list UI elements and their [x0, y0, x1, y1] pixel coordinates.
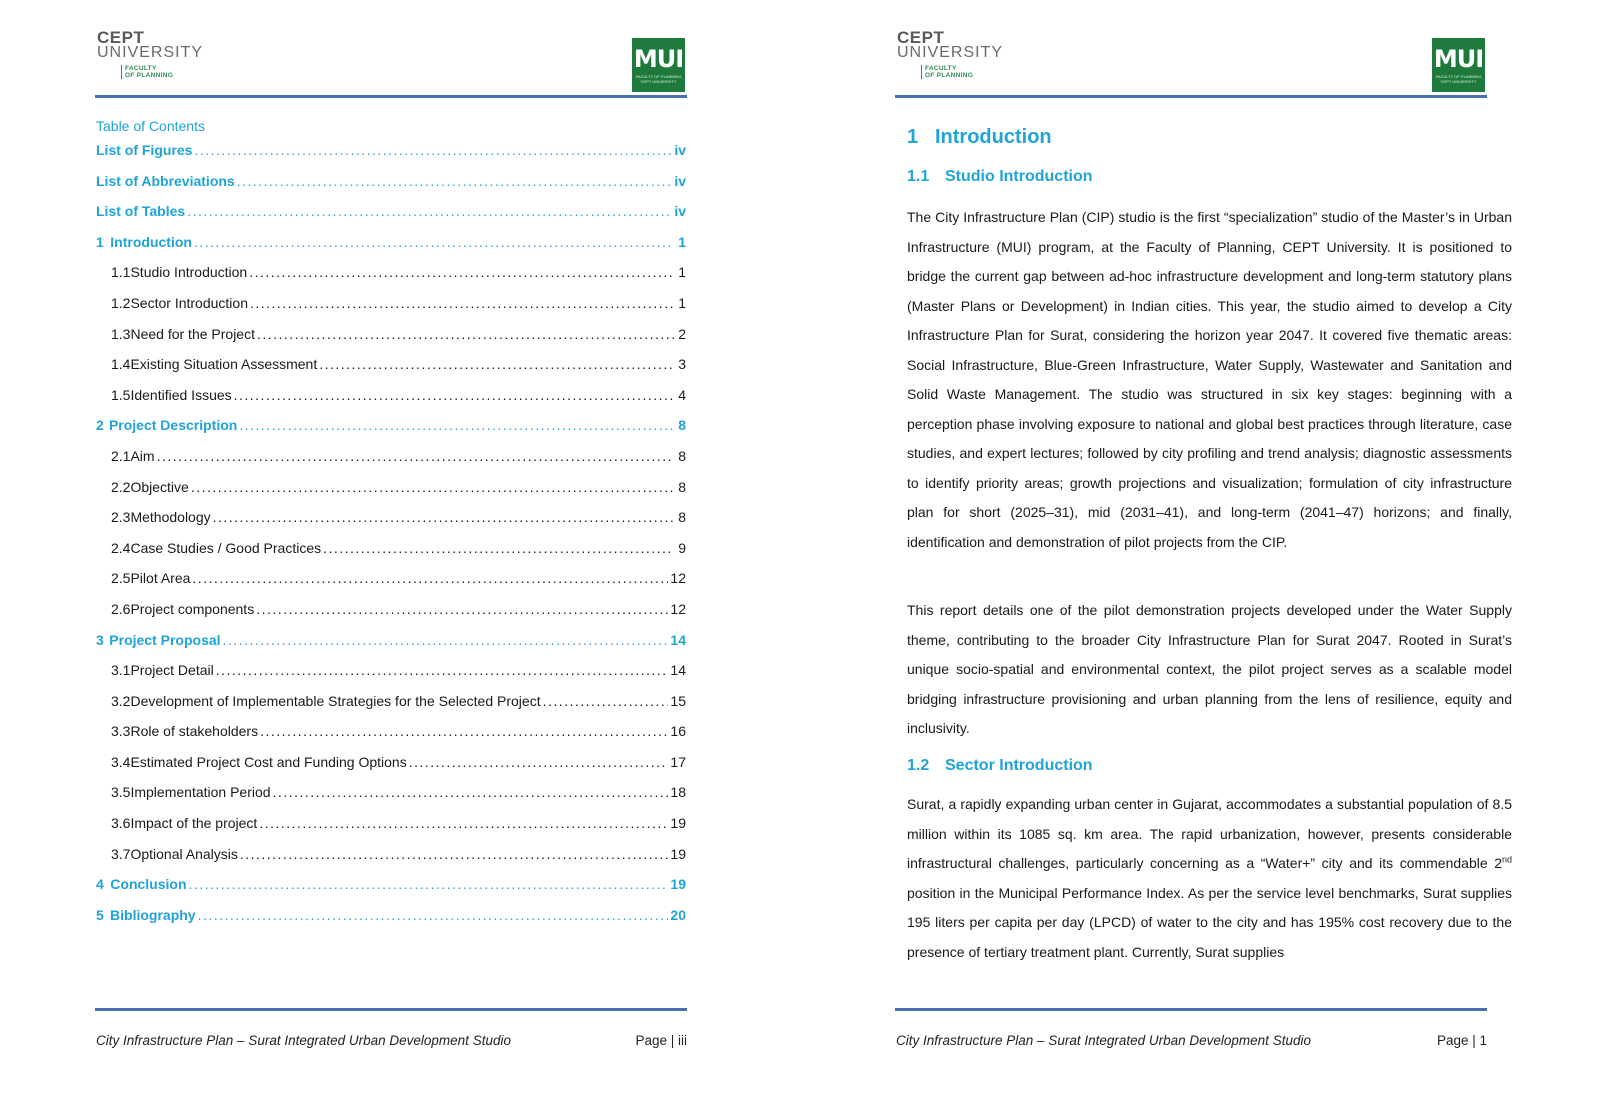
- header-rule: [95, 95, 687, 98]
- toc-entry-number: 1: [96, 233, 104, 250]
- toc-entry-page: 14: [670, 631, 686, 648]
- toc-dot-leader: [256, 601, 668, 617]
- toc-entry-page: iv: [674, 203, 686, 220]
- toc-entry[interactable]: [96, 295, 686, 326]
- subsection-heading-studio-introduction: [907, 168, 1093, 186]
- toc-entry[interactable]: [96, 662, 686, 693]
- toc-entry-label: Conclusion: [110, 876, 187, 893]
- toc-entry[interactable]: [96, 754, 686, 785]
- toc-entry[interactable]: [96, 142, 686, 173]
- toc-dot-leader: [191, 479, 674, 495]
- toc-entry[interactable]: [96, 326, 686, 357]
- toc-entry-number: 1.5: [111, 386, 131, 403]
- toc-entry-label: Studio Introduction: [130, 264, 248, 281]
- toc-entry-page: 1: [678, 233, 686, 250]
- toc-entry-label: Introduction: [110, 233, 192, 250]
- toc-entry[interactable]: [96, 448, 686, 479]
- toc-dot-leader: [319, 356, 674, 372]
- toc-dot-leader: [543, 693, 669, 709]
- toc-entry-number: 2.5: [111, 570, 131, 587]
- toc-dot-leader: [259, 815, 668, 831]
- header-rule: [895, 95, 1487, 98]
- toc-entry-label: List of Tables: [96, 203, 186, 220]
- subsection-number: 1.1: [907, 168, 930, 185]
- toc-entry[interactable]: [96, 570, 686, 601]
- subsection-number: 1.2: [907, 757, 930, 774]
- toc-entry-label: Pilot Area: [130, 570, 191, 587]
- toc-entry[interactable]: [96, 356, 686, 387]
- toc-entry-label: Need for the Project: [130, 325, 255, 342]
- toc-entry-label: Role of stakeholders: [130, 723, 259, 740]
- toc-entry-page: 20: [670, 906, 686, 923]
- toc-entry-label: Optional Analysis: [130, 845, 238, 862]
- cept-logo-line2: UNIVERSITY: [97, 44, 204, 61]
- table-of-contents: [96, 142, 686, 937]
- toc-entry-page: 16: [670, 723, 686, 740]
- mui-logo-subtext: FACULTY OF PLANNING CEPT UNIVERSITY: [1435, 74, 1482, 84]
- toc-dot-leader: [237, 173, 673, 189]
- toc-entry[interactable]: [96, 509, 686, 540]
- toc-entry-page: 1: [678, 264, 686, 281]
- section-number: 1: [907, 126, 919, 148]
- toc-entry-page: 8: [678, 478, 686, 495]
- paragraph-text-part1: Surat, a rapidly expanding urban center in Gujarat, accommodates a substantial population of 8.5 million within its 1085 sq. km area. The rapid urbanization, however, presents considerable infrastructural challenges, particularly concerning as a “Water+” city and its commendable 2: [907, 796, 1512, 871]
- subsection-title: Studio Introduction: [945, 168, 1093, 185]
- toc-entry-label: Existing Situation Assessment: [130, 356, 318, 373]
- toc-entry-page: iv: [674, 142, 686, 158]
- toc-entry-label: Case Studies / Good Practices: [130, 539, 322, 556]
- toc-entry-label: Project Description: [108, 417, 238, 434]
- faculty-label: [921, 65, 1007, 79]
- toc-entry[interactable]: [96, 203, 686, 234]
- toc-dot-leader: [187, 203, 672, 219]
- toc-entry-page: 2: [678, 325, 686, 342]
- toc-entry-number: 2: [96, 417, 104, 434]
- toc-dot-leader: [192, 570, 668, 586]
- toc-entry-page: 15: [670, 692, 686, 709]
- cept-university-logo: [97, 30, 207, 85]
- toc-dot-leader: [323, 540, 674, 556]
- faculty-line1: FACULTY: [925, 65, 957, 72]
- subsection-title: Sector Introduction: [945, 757, 1093, 774]
- toc-dot-leader: [409, 754, 669, 770]
- toc-entry[interactable]: [96, 815, 686, 846]
- toc-entry-page: 12: [670, 570, 686, 587]
- toc-entry-label: Impact of the project: [130, 815, 258, 832]
- toc-entry-page: 19: [670, 876, 686, 893]
- faculty-line1: FACULTY: [125, 65, 157, 72]
- toc-entry-number: 2.1: [111, 447, 131, 464]
- toc-dot-leader: [249, 264, 674, 280]
- toc-entry-number: 1.2: [111, 294, 131, 311]
- subsection-heading-sector-introduction: [907, 757, 1093, 775]
- toc-entry-number: 4: [96, 876, 104, 893]
- toc-entry-label: Identified Issues: [130, 386, 232, 403]
- faculty-label: [121, 65, 207, 79]
- toc-entry-label: Implementation Period: [130, 784, 271, 801]
- toc-dot-leader: [250, 295, 674, 311]
- toc-dot-leader: [223, 632, 669, 648]
- toc-dot-leader: [239, 417, 674, 433]
- toc-entry-number: 3.4: [111, 753, 131, 770]
- toc-entry-label: Project Detail: [130, 662, 214, 679]
- toc-dot-leader: [240, 846, 669, 862]
- mui-logo-subtext: FACULTY OF PLANNING CEPT UNIVERSITY: [635, 74, 682, 84]
- footer-title: City Infrastructure Plan – Surat Integrated Urban Development Studio: [896, 1033, 1311, 1048]
- faculty-line2: OF PLANNING: [125, 72, 174, 79]
- paragraph-studio-intro: The City Infrastructure Plan (CIP) studio is the first “specialization” studio of the Master’s in Urban Infrastructure (MUI) program, at the Faculty of Planning, CEPT University. It is positioned to bridge the current gap between ad-hoc infrastructure development and long-term statutory plans (Master Plans or Development) in Indian cities. This year, the studio aimed to develop a City Infrastructure Plan for Surat, considering the horizon year 2047. It covered five thematic areas: Social Infrastructure, Blue-Green Infrastructure, Water Supply, Wastewater and Sanitation and Solid Waste Management. The studio was structured in six key stages: beginning with a perception phase involving exposure to national and global best practices through literature, case studies, and expert lectures; followed by city profiling and trend analysis; diagnostic assessments to identify priority areas; growth projections and visualization; formulation of city infrastructure plan for short (2025–31), mid (2031–41), and long-term (2041–47) horizons; and finally, identification and demonstration of pilot projects from the CIP.: [907, 209, 1512, 550]
- toc-entry[interactable]: [96, 234, 686, 265]
- toc-entry[interactable]: [96, 723, 686, 754]
- toc-entry-number: 3.5: [111, 784, 131, 801]
- mui-logo: [632, 38, 685, 92]
- cept-logo-line1: CEPT: [97, 28, 145, 47]
- toc-entry-label: Bibliography: [110, 906, 196, 923]
- mui-logo: [1432, 38, 1485, 92]
- toc-entry[interactable]: [96, 876, 686, 907]
- toc-entry-number: 3.2: [111, 692, 131, 709]
- footer-rule: [95, 1008, 687, 1011]
- toc-entry-number: 2.3: [111, 509, 131, 526]
- toc-dot-leader: [157, 448, 674, 464]
- toc-entry-label: Estimated Project Cost and Funding Options: [130, 753, 407, 770]
- footer-page-number: Page | iii: [635, 1033, 687, 1048]
- toc-entry-page: 18: [670, 784, 686, 801]
- footer-title: City Infrastructure Plan – Surat Integrated Urban Development Studio: [96, 1033, 511, 1048]
- paragraph-pilot-report: This report details one of the pilot demonstration projects developed under the Water Supply theme, contributing to the broader City Infrastructure Plan for Surat 2047. Rooted in Surat’s unique socio-spatial and environmental context, the pilot project serves as a scalable model bridging infrastructure provisioning and urban planning from the lens of resilience, equity and inclusivity.: [907, 602, 1512, 736]
- toc-entry[interactable]: [96, 601, 686, 632]
- cept-university-logo: [897, 30, 1007, 85]
- toc-dot-leader: [273, 784, 669, 800]
- ordinal-suffix: nd: [1501, 854, 1512, 865]
- toc-entry-number: 3.6: [111, 815, 131, 832]
- toc-entry-label: Sector Introduction: [130, 294, 248, 311]
- toc-entry[interactable]: [96, 417, 686, 448]
- toc-entry[interactable]: [96, 173, 686, 204]
- toc-entry-page: 3: [678, 356, 686, 373]
- toc-dot-leader: [260, 723, 668, 739]
- toc-dot-leader: [216, 662, 669, 678]
- mui-logo-text: MUI: [633, 45, 684, 73]
- toc-entry-page: 1: [678, 294, 686, 311]
- toc-entry[interactable]: [96, 632, 686, 663]
- toc-entry[interactable]: [96, 264, 686, 295]
- toc-dot-leader: [257, 326, 674, 342]
- cept-logo-line1: CEPT: [897, 28, 945, 47]
- footer-rule: [895, 1008, 1487, 1011]
- toc-entry-page: 8: [678, 509, 686, 526]
- toc-entry-number: 1.3: [111, 325, 131, 342]
- toc-title: Table of Contents: [96, 118, 205, 134]
- toc-entry[interactable]: [96, 907, 686, 938]
- toc-entry[interactable]: [96, 784, 686, 815]
- toc-entry[interactable]: [96, 387, 686, 418]
- toc-entry-label: Development of Implementable Strategies for the Selected Project: [130, 692, 541, 709]
- toc-entry-page: 8: [678, 417, 686, 434]
- toc-entry[interactable]: [96, 693, 686, 724]
- toc-entry-page: 4: [678, 386, 686, 403]
- toc-entry-page: 19: [670, 815, 686, 832]
- paragraph-sector-intro: [907, 790, 1512, 967]
- toc-entry-page: 9: [678, 539, 686, 556]
- cept-logo-line2: UNIVERSITY: [897, 44, 1004, 61]
- toc-entry-number: 3.1: [111, 662, 131, 679]
- toc-entry-page: 17: [670, 753, 686, 770]
- toc-entry-number: 2.2: [111, 478, 131, 495]
- toc-entry-number: 3.7: [111, 845, 131, 862]
- toc-dot-leader: [198, 907, 669, 923]
- toc-entry-number: 2.6: [111, 600, 131, 617]
- toc-dot-leader: [234, 387, 674, 403]
- footer-page-number: Page | 1: [1436, 1033, 1487, 1048]
- toc-entry-number: 1.4: [111, 356, 131, 373]
- toc-entry-number: 1.1: [111, 264, 131, 281]
- toc-entry[interactable]: [96, 540, 686, 571]
- paragraph-text-part2: position in the Municipal Performance Index. As per the service level benchmarks, Surat supplies 195 liters per capita per day (LPCD) of water to the city and has 195% cost recovery due to the presence of tertiary treatment plant. Currently, Surat supplies: [907, 884, 1512, 960]
- toc-dot-leader: [213, 509, 674, 525]
- toc-entry-number: 2.4: [111, 539, 131, 556]
- toc-entry-page: 8: [678, 447, 686, 464]
- toc-entry-label: List of Figures: [96, 142, 193, 158]
- toc-dot-leader: [189, 876, 669, 892]
- toc-entry-page: 14: [670, 662, 686, 679]
- faculty-line2: OF PLANNING: [925, 72, 974, 79]
- section-heading-introduction: [907, 126, 1052, 149]
- mui-logo-text: MUI: [1433, 45, 1484, 73]
- toc-entry[interactable]: [96, 846, 686, 877]
- toc-entry-number: 3.3: [111, 723, 131, 740]
- toc-entry-label: List of Abbreviations: [96, 172, 235, 189]
- toc-entry-page: iv: [674, 172, 686, 189]
- toc-entry[interactable]: [96, 479, 686, 510]
- toc-entry-label: Methodology: [130, 509, 211, 526]
- toc-entry-page: 12: [670, 600, 686, 617]
- toc-entry-label: Objective: [130, 478, 189, 495]
- toc-entry-label: Project Proposal: [109, 631, 221, 648]
- section-title: Introduction: [935, 126, 1052, 148]
- toc-entry-label: Aim: [130, 447, 155, 464]
- toc-dot-leader: [194, 234, 674, 250]
- toc-dot-leader: [194, 142, 672, 158]
- toc-entry-page: 19: [670, 845, 686, 862]
- toc-entry-number: 3: [96, 631, 104, 648]
- toc-entry-label: Project components: [130, 600, 255, 617]
- toc-entry-number: 5: [96, 906, 104, 923]
